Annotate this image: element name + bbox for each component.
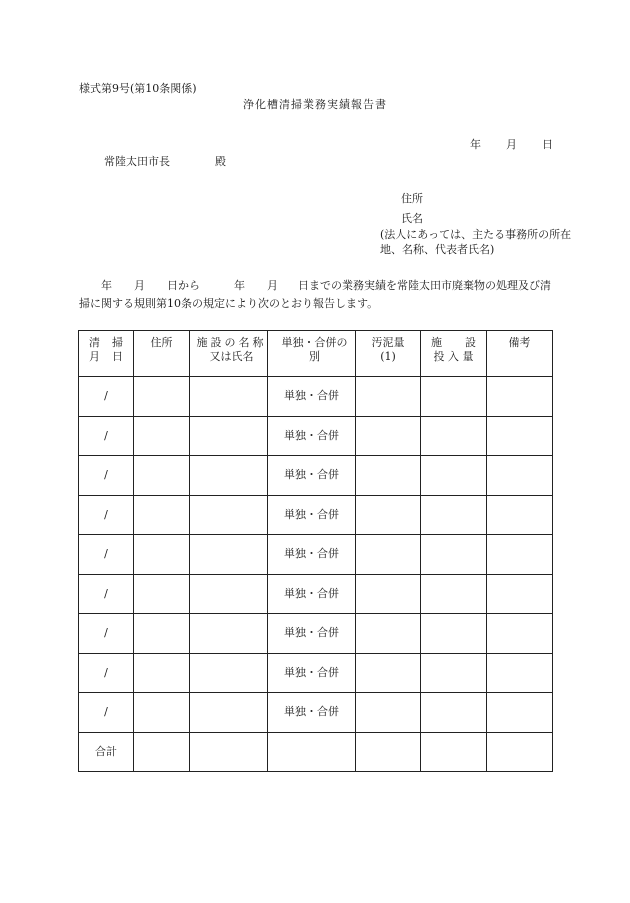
- input-cell[interactable]: [421, 377, 487, 417]
- remarks-cell[interactable]: [487, 535, 553, 575]
- date-cell[interactable]: /: [79, 456, 134, 496]
- address-cell[interactable]: [134, 693, 190, 733]
- sludge-cell[interactable]: [356, 495, 421, 535]
- addressee: [104, 155, 226, 169]
- document-title: 浄化槽清掃業務実績報告書: [243, 98, 387, 111]
- period-from-month: 月: [134, 279, 145, 292]
- address-label: 住所: [401, 192, 423, 205]
- remarks-cell[interactable]: [487, 495, 553, 535]
- remarks-cell[interactable]: [487, 416, 553, 456]
- date-month: 月: [506, 138, 517, 151]
- table-row: [79, 377, 553, 417]
- name-label: 氏名: [401, 212, 423, 225]
- type-cell[interactable]: 単独・合併: [268, 574, 356, 614]
- facility-cell[interactable]: [190, 653, 268, 693]
- header-facility-name: 施設の名称 又は氏名: [190, 331, 268, 377]
- date-cell[interactable]: /: [79, 574, 134, 614]
- date-day: 日: [542, 138, 553, 151]
- date-cell[interactable]: /: [79, 653, 134, 693]
- remarks-cell[interactable]: [487, 456, 553, 496]
- type-cell[interactable]: 単独・合併: [268, 693, 356, 733]
- date-cell[interactable]: /: [79, 535, 134, 575]
- date-cell[interactable]: /: [79, 377, 134, 417]
- period-from-day: 日から: [167, 279, 200, 292]
- period-from-year: 年: [101, 279, 112, 292]
- remarks-cell[interactable]: [487, 693, 553, 733]
- total-remarks-cell[interactable]: [487, 732, 553, 772]
- date-cell[interactable]: /: [79, 495, 134, 535]
- table-row: [79, 574, 553, 614]
- header-cleaning-date: 清 掃 月 日: [79, 331, 134, 377]
- facility-cell[interactable]: [190, 693, 268, 733]
- period-to-month: 月: [267, 279, 278, 292]
- date-cell[interactable]: /: [79, 416, 134, 456]
- address-cell[interactable]: [134, 614, 190, 654]
- total-label: 合計: [79, 732, 134, 772]
- table-row: [79, 535, 553, 575]
- table-row: [79, 614, 553, 654]
- date-year: 年: [470, 138, 481, 151]
- record-table: [78, 330, 553, 772]
- header-type: 単独・合併の 別: [268, 331, 356, 377]
- date-cell[interactable]: /: [79, 614, 134, 654]
- address-cell[interactable]: [134, 456, 190, 496]
- header-facility-input: 施 設 投 入 量: [421, 331, 487, 377]
- type-cell[interactable]: 単独・合併: [268, 614, 356, 654]
- remarks-cell[interactable]: [487, 614, 553, 654]
- table-row: [79, 693, 553, 733]
- input-cell[interactable]: [421, 456, 487, 496]
- remarks-cell[interactable]: [487, 653, 553, 693]
- form-number: 様式第9号(第10条関係): [79, 82, 197, 95]
- table-row: [79, 416, 553, 456]
- remarks-cell[interactable]: [487, 377, 553, 417]
- sludge-cell[interactable]: [356, 693, 421, 733]
- sludge-cell[interactable]: [356, 614, 421, 654]
- period-to-year: 年: [234, 279, 245, 292]
- table-row: [79, 456, 553, 496]
- period-to-rest: 日までの業務実績を常陸太田市廃棄物の処理及び清掃に関する規則第10条の規定により次のとおり報告します。: [79, 279, 551, 310]
- type-cell[interactable]: 単独・合併: [268, 653, 356, 693]
- facility-cell[interactable]: [190, 574, 268, 614]
- facility-cell[interactable]: [190, 456, 268, 496]
- sludge-cell[interactable]: [356, 377, 421, 417]
- table-row: [79, 653, 553, 693]
- type-cell[interactable]: 単独・合併: [268, 456, 356, 496]
- total-address-cell: [134, 732, 190, 772]
- input-cell[interactable]: [421, 416, 487, 456]
- input-cell[interactable]: [421, 614, 487, 654]
- date-line: [470, 138, 553, 152]
- facility-cell[interactable]: [190, 535, 268, 575]
- facility-cell[interactable]: [190, 416, 268, 456]
- facility-cell[interactable]: [190, 495, 268, 535]
- remarks-cell[interactable]: [487, 574, 553, 614]
- type-cell[interactable]: 単独・合併: [268, 535, 356, 575]
- table-row: [79, 495, 553, 535]
- corporation-note: (法人にあっては、主たる事務所の所在地、名称、代表者氏名): [380, 228, 572, 256]
- total-row: [79, 732, 553, 772]
- address-cell[interactable]: [134, 416, 190, 456]
- address-cell[interactable]: [134, 377, 190, 417]
- facility-cell[interactable]: [190, 377, 268, 417]
- total-facility-cell: [190, 732, 268, 772]
- total-input-cell[interactable]: [421, 732, 487, 772]
- sludge-cell[interactable]: [356, 416, 421, 456]
- total-type-cell: [268, 732, 356, 772]
- address-cell[interactable]: [134, 535, 190, 575]
- sludge-cell[interactable]: [356, 653, 421, 693]
- addressee-name: 常陸太田市長: [104, 155, 170, 168]
- type-cell[interactable]: 単独・合併: [268, 416, 356, 456]
- header-sludge-amount: 汚泥量 (1): [356, 331, 421, 377]
- header-remarks: 備考: [487, 331, 553, 377]
- report-statement: [79, 277, 554, 313]
- input-cell[interactable]: [421, 574, 487, 614]
- type-cell[interactable]: 単独・合併: [268, 377, 356, 417]
- address-cell[interactable]: [134, 574, 190, 614]
- sludge-cell[interactable]: [356, 574, 421, 614]
- date-cell[interactable]: /: [79, 693, 134, 733]
- table-header-row: [79, 331, 553, 377]
- sludge-cell[interactable]: [356, 535, 421, 575]
- input-cell[interactable]: [421, 693, 487, 733]
- address-cell[interactable]: [134, 653, 190, 693]
- addressee-honorific: 殿: [215, 155, 226, 168]
- total-sludge-cell[interactable]: [356, 732, 421, 772]
- sludge-cell[interactable]: [356, 456, 421, 496]
- input-cell[interactable]: [421, 653, 487, 693]
- address-cell[interactable]: [134, 495, 190, 535]
- type-cell[interactable]: 単独・合併: [268, 495, 356, 535]
- header-address: 住所: [134, 331, 190, 377]
- facility-cell[interactable]: [190, 614, 268, 654]
- input-cell[interactable]: [421, 495, 487, 535]
- input-cell[interactable]: [421, 535, 487, 575]
